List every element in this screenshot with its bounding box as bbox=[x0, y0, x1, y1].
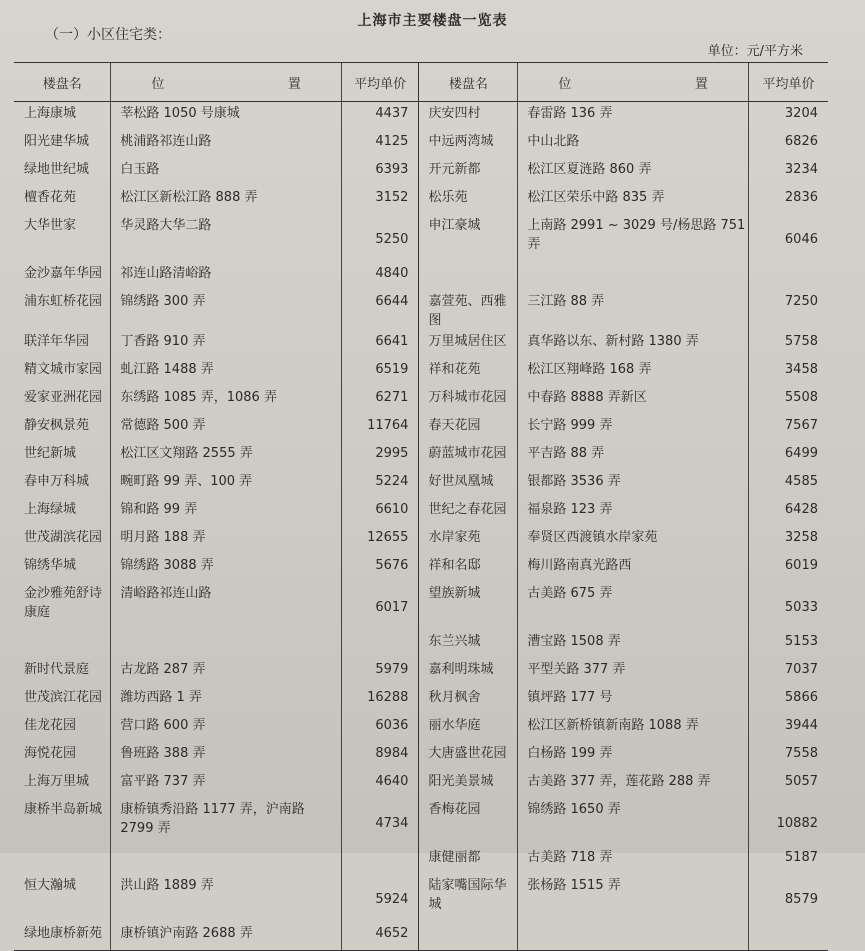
property-name: 好世凤凰城 bbox=[419, 470, 518, 498]
property-price bbox=[341, 630, 419, 658]
property-name: 阳光美景城 bbox=[419, 770, 518, 798]
property-name: 水岸家苑 bbox=[419, 526, 518, 554]
property-price: 4125 bbox=[341, 130, 419, 158]
header-price-right: 平均单价 bbox=[748, 63, 828, 102]
property-name: 康桥半岛新城 bbox=[24, 802, 103, 817]
property-price: 7037 bbox=[748, 658, 828, 686]
property-location: 康桥镇秀沿路 1177 弄，沪南路 2799 弄 bbox=[111, 798, 342, 846]
property-location: 锦绣路 3088 弄 bbox=[111, 554, 342, 582]
property-name: 春天花园 bbox=[419, 414, 518, 442]
property-location: 张杨路 1515 弄 bbox=[518, 874, 749, 922]
property-name: 万里城居住区 bbox=[419, 330, 518, 358]
table-row bbox=[14, 414, 828, 442]
header-location-left: 位 置 bbox=[111, 63, 342, 102]
property-price: 3234 bbox=[748, 158, 828, 186]
property-name: 丽水华庭 bbox=[419, 714, 518, 742]
property-name: 世茂滨江花园 bbox=[24, 690, 103, 705]
table-row bbox=[14, 582, 828, 630]
property-location: 平吉路 88 弄 bbox=[518, 442, 749, 470]
property-price: 2836 bbox=[748, 186, 828, 214]
page-title: 上海市主要楼盘一览表 bbox=[357, 13, 508, 29]
property-name: 浦东虹桥花园 bbox=[24, 294, 103, 309]
property-name: 精文城市家园 bbox=[24, 362, 103, 377]
property-location: 梅川路南真光路西 bbox=[518, 554, 749, 582]
property-location bbox=[518, 262, 749, 290]
table-row bbox=[14, 186, 828, 214]
property-price: 6019 bbox=[748, 554, 828, 582]
header-price-left: 平均单价 bbox=[341, 63, 419, 102]
property-location: 三江路 88 弄 bbox=[518, 290, 749, 330]
property-name: 陆家嘴国际华城 bbox=[419, 874, 518, 922]
property-name: 香梅花园 bbox=[419, 798, 518, 846]
property-location: 长宁路 999 弄 bbox=[518, 414, 749, 442]
property-location: 鲁班路 388 弄 bbox=[111, 742, 342, 770]
property-location: 镇坪路 177 号 bbox=[518, 686, 749, 714]
property-location bbox=[111, 846, 342, 874]
property-price: 7567 bbox=[748, 414, 828, 442]
property-location: 富平路 737 弄 bbox=[111, 770, 342, 798]
property-location bbox=[518, 922, 749, 951]
property-location: 明月路 188 弄 bbox=[111, 526, 342, 554]
header-name-right: 楼盘名 bbox=[419, 63, 518, 102]
property-name: 世纪之春花园 bbox=[419, 498, 518, 526]
property-price: 6046 bbox=[748, 214, 828, 262]
property-location: 锦绣路 1650 弄 bbox=[518, 798, 749, 846]
property-location: 松江区新桥镇新南路 1088 弄 bbox=[518, 714, 749, 742]
property-name: 绿地康桥新苑 bbox=[14, 922, 111, 951]
property-name: 上海康城 bbox=[24, 106, 77, 121]
table-row bbox=[14, 714, 828, 742]
table-row bbox=[14, 290, 828, 330]
property-name: 金沙雅苑舒诗康庭 bbox=[24, 586, 103, 620]
property-price: 4585 bbox=[748, 470, 828, 498]
property-name: 金沙嘉年华园 bbox=[24, 266, 103, 281]
property-location: 松江区新松江路 888 弄 bbox=[111, 186, 342, 214]
property-name: 嘉萱苑、西雅图 bbox=[419, 290, 518, 330]
property-price bbox=[748, 262, 828, 290]
table-row bbox=[14, 442, 828, 470]
property-location: 莘松路 1050 号康城 bbox=[111, 102, 342, 131]
property-name: 檀香花苑 bbox=[24, 190, 77, 205]
table-row bbox=[14, 130, 828, 158]
table-row bbox=[14, 770, 828, 798]
property-price: 7250 bbox=[748, 290, 828, 330]
table-row bbox=[14, 386, 828, 414]
property-location: 锦绣路 300 弄 bbox=[111, 290, 342, 330]
table-row bbox=[14, 922, 828, 951]
property-name: 静安枫景苑 bbox=[24, 418, 90, 433]
property-price: 4652 bbox=[341, 922, 419, 951]
property-location: 古美路 718 弄 bbox=[518, 846, 749, 874]
property-name: 庆安四村 bbox=[419, 102, 518, 131]
property-price: 5924 bbox=[341, 874, 419, 922]
property-price: 2995 bbox=[341, 442, 419, 470]
property-location: 洪山路 1889 弄 bbox=[111, 874, 342, 922]
property-price: 5676 bbox=[341, 554, 419, 582]
property-location: 上南路 2991 ~ 3029 号/杨思路 751 弄 bbox=[518, 214, 749, 262]
property-price: 6610 bbox=[341, 498, 419, 526]
property-name: 秋月枫舍 bbox=[419, 686, 518, 714]
property-name: 阳光建华城 bbox=[24, 134, 90, 149]
property-price: 16288 bbox=[341, 686, 419, 714]
property-name: 望族新城 bbox=[419, 582, 518, 630]
property-name bbox=[14, 630, 111, 658]
property-location: 清峪路祁连山路 bbox=[111, 582, 342, 630]
property-price: 6644 bbox=[341, 290, 419, 330]
property-price: 3204 bbox=[748, 102, 828, 131]
property-location: 古美路 675 弄 bbox=[518, 582, 749, 630]
property-price: 5057 bbox=[748, 770, 828, 798]
property-location: 祁连山路清峪路 bbox=[111, 262, 342, 290]
property-price: 3258 bbox=[748, 526, 828, 554]
property-price: 5979 bbox=[341, 658, 419, 686]
property-name: 大唐盛世花园 bbox=[419, 742, 518, 770]
property-name: 祥和名邸 bbox=[419, 554, 518, 582]
table-row bbox=[14, 470, 828, 498]
property-price: 6017 bbox=[341, 582, 419, 630]
property-price: 5224 bbox=[341, 470, 419, 498]
property-price: 11764 bbox=[341, 414, 419, 442]
table-row bbox=[14, 526, 828, 554]
property-price: 12655 bbox=[341, 526, 419, 554]
property-price: 6036 bbox=[341, 714, 419, 742]
property-name: 上海万里城 bbox=[24, 774, 90, 789]
property-name: 康健丽都 bbox=[419, 846, 518, 874]
property-location: 白杨路 199 弄 bbox=[518, 742, 749, 770]
table-row bbox=[14, 554, 828, 582]
property-price: 5187 bbox=[748, 846, 828, 874]
property-location: 康桥镇沪南路 2688 弄 bbox=[111, 922, 342, 951]
property-location: 福泉路 123 弄 bbox=[518, 498, 749, 526]
property-name: 中远两湾城 bbox=[419, 130, 518, 158]
property-location: 漕宝路 1508 弄 bbox=[518, 630, 749, 658]
property-price: 6271 bbox=[341, 386, 419, 414]
property-location: 奉贤区西渡镇水岸家苑 bbox=[518, 526, 749, 554]
property-location: 常德路 500 弄 bbox=[111, 414, 342, 442]
property-name: 上海绿城 bbox=[24, 502, 77, 517]
property-location: 中山北路 bbox=[518, 130, 749, 158]
property-name: 爱家亚洲花园 bbox=[24, 390, 103, 405]
property-price: 5153 bbox=[748, 630, 828, 658]
property-name: 春申万科城 bbox=[24, 474, 90, 489]
property-name: 新时代景庭 bbox=[24, 662, 90, 677]
property-location: 古龙路 287 弄 bbox=[111, 658, 342, 686]
table-row bbox=[14, 658, 828, 686]
property-location: 东绣路 1085 弄，1086 弄 bbox=[111, 386, 342, 414]
property-location: 真华路以东、新村路 1380 弄 bbox=[518, 330, 749, 358]
property-price bbox=[748, 922, 828, 951]
property-price: 3458 bbox=[748, 358, 828, 386]
property-name: 开元新都 bbox=[419, 158, 518, 186]
property-price: 4640 bbox=[341, 770, 419, 798]
table-row bbox=[14, 686, 828, 714]
property-location: 桃浦路祁连山路 bbox=[111, 130, 342, 158]
property-name: 世纪新城 bbox=[24, 446, 77, 461]
property-price: 5033 bbox=[748, 582, 828, 630]
property-price: 5866 bbox=[748, 686, 828, 714]
table-row bbox=[14, 158, 828, 186]
property-price: 3944 bbox=[748, 714, 828, 742]
table-row bbox=[14, 102, 828, 131]
property-name: 申江豪城 bbox=[419, 214, 518, 262]
property-name: 恒大瀚城 bbox=[24, 878, 77, 893]
property-name bbox=[419, 922, 518, 951]
table-row bbox=[14, 214, 828, 262]
property-price: 7558 bbox=[748, 742, 828, 770]
property-price: 6428 bbox=[748, 498, 828, 526]
property-name: 东兰兴城 bbox=[419, 630, 518, 658]
property-price: 4734 bbox=[341, 798, 419, 846]
property-name: 蔚蓝城市花园 bbox=[419, 442, 518, 470]
property-location: 松江区荣乐中路 835 弄 bbox=[518, 186, 749, 214]
table-row bbox=[14, 846, 828, 874]
property-location: 古美路 377 弄，莲花路 288 弄 bbox=[518, 770, 749, 798]
property-price: 5508 bbox=[748, 386, 828, 414]
table-header-row bbox=[14, 63, 828, 102]
property-location: 潍坊西路 1 弄 bbox=[111, 686, 342, 714]
property-price: 8579 bbox=[748, 874, 828, 922]
property-name: 大华世家 bbox=[24, 218, 77, 233]
section-heading: （一）小区住宅类： bbox=[45, 27, 171, 43]
table-row bbox=[14, 874, 828, 922]
property-price: 6393 bbox=[341, 158, 419, 186]
table-body bbox=[14, 102, 828, 951]
property-price: 4840 bbox=[341, 262, 419, 290]
property-location: 松江区夏涟路 860 弄 bbox=[518, 158, 749, 186]
property-name: 世茂湖滨花园 bbox=[24, 530, 103, 545]
property-name: 绿地世纪城 bbox=[24, 162, 90, 177]
header-location-right: 位 置 bbox=[518, 63, 749, 102]
property-table bbox=[14, 62, 828, 951]
property-price: 6641 bbox=[341, 330, 419, 358]
property-location: 营口路 600 弄 bbox=[111, 714, 342, 742]
table-row bbox=[14, 498, 828, 526]
property-name bbox=[14, 846, 111, 874]
property-name: 联洋年华园 bbox=[24, 334, 90, 349]
property-name: 万科城市花园 bbox=[419, 386, 518, 414]
property-location: 松江区文翔路 2555 弄 bbox=[111, 442, 342, 470]
property-name: 祥和花苑 bbox=[419, 358, 518, 386]
property-price: 6499 bbox=[748, 442, 828, 470]
property-location: 白玉路 bbox=[111, 158, 342, 186]
table-row bbox=[14, 630, 828, 658]
property-location: 丁香路 910 弄 bbox=[111, 330, 342, 358]
property-name bbox=[419, 262, 518, 290]
unit-label: 单位：元/平方米 bbox=[707, 44, 803, 59]
property-location: 中春路 8888 弄新区 bbox=[518, 386, 749, 414]
table-row bbox=[14, 742, 828, 770]
property-price: 10882 bbox=[748, 798, 828, 846]
property-location: 松江区翔峰路 168 弄 bbox=[518, 358, 749, 386]
table-row bbox=[14, 330, 828, 358]
property-name: 海悦花园 bbox=[24, 746, 77, 761]
table-row bbox=[14, 798, 828, 846]
property-location: 银都路 3536 弄 bbox=[518, 470, 749, 498]
property-name: 嘉利明珠城 bbox=[419, 658, 518, 686]
header-name-left: 楼盘名 bbox=[14, 63, 111, 102]
property-price: 8984 bbox=[341, 742, 419, 770]
property-price bbox=[341, 846, 419, 874]
property-price: 6826 bbox=[748, 130, 828, 158]
property-price: 5758 bbox=[748, 330, 828, 358]
property-location: 畹町路 99 弄、100 弄 bbox=[111, 470, 342, 498]
property-price: 3152 bbox=[341, 186, 419, 214]
property-price: 4437 bbox=[341, 102, 419, 131]
property-location bbox=[111, 630, 342, 658]
property-price: 5250 bbox=[341, 214, 419, 262]
property-location: 春雷路 136 弄 bbox=[518, 102, 749, 131]
property-name: 佳龙花园 bbox=[24, 718, 77, 733]
table-row bbox=[14, 358, 828, 386]
property-name: 松乐苑 bbox=[419, 186, 518, 214]
table-row bbox=[14, 262, 828, 290]
property-location: 平型关路 377 弄 bbox=[518, 658, 749, 686]
property-location: 华灵路大华二路 bbox=[111, 214, 342, 262]
property-name: 锦绣华城 bbox=[24, 558, 77, 573]
property-price: 6519 bbox=[341, 358, 419, 386]
property-location: 虬江路 1488 弄 bbox=[111, 358, 342, 386]
property-location: 锦和路 99 弄 bbox=[111, 498, 342, 526]
